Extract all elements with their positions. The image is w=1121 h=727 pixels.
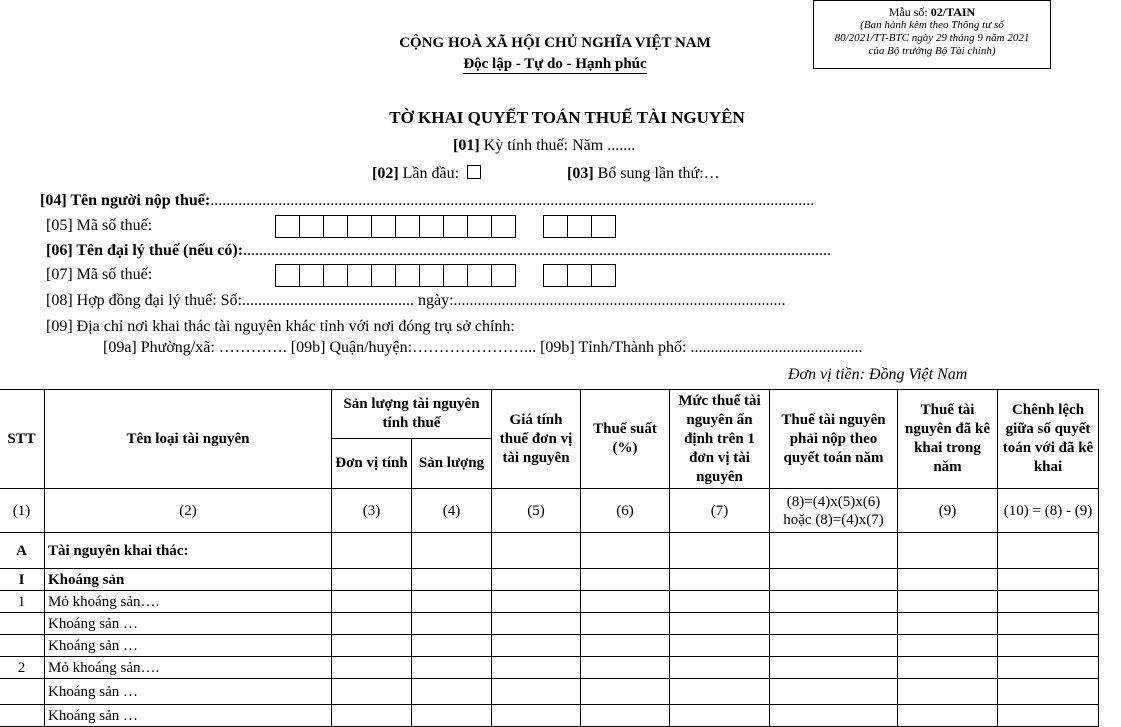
row-stt bbox=[0, 613, 45, 635]
header-fixed-tax: Mức thuế tài nguyên ấn định trên 1 đơn vị tài nguyên bbox=[670, 390, 770, 489]
motto: Độc lập - Tự do - Hạnh phúc bbox=[463, 56, 647, 72]
col-number: (10) = (8) - (9) bbox=[998, 489, 1099, 533]
agent-tax-code-boxes-branch[interactable] bbox=[543, 264, 615, 287]
header-declared: Thuế tài nguyên đã kê khai trong năm bbox=[898, 390, 998, 489]
header-difference: Chênh lệch giữa số quyết toán với đã kê khai bbox=[998, 390, 1099, 489]
resource-tax-table bbox=[0, 389, 1099, 727]
field-08-agent-contract[interactable]: [08] Hợp đồng đại lý thuế: Số:........................................... ngày:................................................................................... bbox=[46, 292, 786, 309]
tax-code-boxes-branch[interactable] bbox=[543, 215, 615, 238]
field-03-supplement[interactable]: [03] Bổ sung lần thứ:… bbox=[567, 165, 720, 182]
row-stt bbox=[0, 679, 45, 705]
field-01-tax-period[interactable]: [01] Kỳ tính thuế: Năm ....... bbox=[453, 137, 636, 154]
row-stt: 1 bbox=[0, 591, 45, 613]
row-stt: A bbox=[0, 533, 45, 569]
field-07-agent-tax-code-label: [07] Mã số thuế: bbox=[46, 266, 153, 283]
field-06-agent-name[interactable]: [06] Tên đại lý thuế (nếu có):................................................................................................................................................... bbox=[46, 242, 832, 259]
issued-note-3: của Bộ trưởng Bộ Tài chính) bbox=[868, 45, 996, 57]
form-code-line: Mẫu số: 02/TAIN bbox=[888, 5, 976, 19]
field-04-taxpayer-name[interactable]: [04] Tên người nộp thuế:....................................................................................................................................................... bbox=[40, 192, 815, 209]
field-02-first-time: [02] Lần đầu: bbox=[372, 165, 481, 183]
issued-note-2: 80/2021/TT-BTC ngày 29 tháng 9 năm 2021 bbox=[834, 32, 1030, 44]
row-stt bbox=[0, 635, 45, 657]
issued-note-1: (Ban hành kèm theo Thông tư số bbox=[860, 19, 1004, 31]
currency-unit: Đơn vị tiền: Đồng Việt Nam bbox=[788, 366, 968, 383]
header-quantity: Sản lượng bbox=[412, 439, 492, 489]
col-number: (2) bbox=[45, 489, 332, 533]
row-stt bbox=[0, 705, 45, 727]
header-rate: Thuế suất (%) bbox=[581, 390, 670, 489]
first-time-checkbox[interactable] bbox=[467, 165, 481, 179]
col-number: (6) bbox=[581, 489, 670, 533]
header-stt: STT bbox=[0, 390, 45, 489]
header-price: Giá tính thuế đơn vị tài nguyên bbox=[492, 390, 581, 489]
col-number: (8)=(4)x(5)x(6) hoặc (8)=(4)x(7) bbox=[770, 489, 898, 533]
row-name: Tài nguyên khai thác: bbox=[45, 533, 332, 569]
row-stt: I bbox=[0, 569, 45, 591]
col-number: (5) bbox=[492, 489, 581, 533]
header-output: Sản lượng tài nguyên tính thuế bbox=[332, 390, 492, 439]
col-number: (9) bbox=[898, 489, 998, 533]
row-name: Khoáng sản … bbox=[45, 679, 332, 705]
row-name: Khoáng sản bbox=[45, 569, 332, 591]
header-resource-name: Tên loại tài nguyên bbox=[45, 390, 332, 489]
agent-tax-code-boxes-main[interactable] bbox=[275, 264, 515, 287]
row-name: Khoáng sản … bbox=[45, 635, 332, 657]
col-number: (3) bbox=[332, 489, 412, 533]
field-09-address-detail[interactable]: [09a] Phường/xã: …………. [09b] Quận/huyện:…………………... [09b] Tỉnh/Thành phố: ........................................... bbox=[103, 339, 863, 356]
form-code: 02/TAIN bbox=[930, 5, 976, 19]
page-title: TỜ KHAI QUYẾT TOÁN THUẾ TÀI NGUYÊN bbox=[389, 108, 745, 127]
row-name: Khoáng sản … bbox=[45, 705, 332, 727]
col-number: (7) bbox=[670, 489, 770, 533]
col-number: (4) bbox=[412, 489, 492, 533]
form-code-box bbox=[813, 0, 1051, 69]
row-name: Mỏ khoáng sản…. bbox=[45, 657, 332, 679]
header-payable: Thuế tài nguyên phải nộp theo quyết toán năm bbox=[770, 390, 898, 489]
nation-heading: CỘNG HOÀ XÃ HỘI CHỦ NGHĨA VIỆT NAM bbox=[399, 35, 711, 51]
row-name: Khoáng sản … bbox=[45, 613, 332, 635]
col-number: (1) bbox=[0, 489, 45, 533]
row-stt: 2 bbox=[0, 657, 45, 679]
field-09-address: [09] Địa chỉ nơi khai thác tài nguyên khác tỉnh với nơi đóng trụ sở chính: bbox=[46, 318, 515, 335]
tax-code-boxes-main[interactable] bbox=[275, 215, 515, 238]
header-unit: Đơn vị tính bbox=[332, 439, 412, 489]
row-name: Mỏ khoáng sản…. bbox=[45, 591, 332, 613]
field-05-tax-code-label: [05] Mã số thuế: bbox=[46, 217, 153, 234]
